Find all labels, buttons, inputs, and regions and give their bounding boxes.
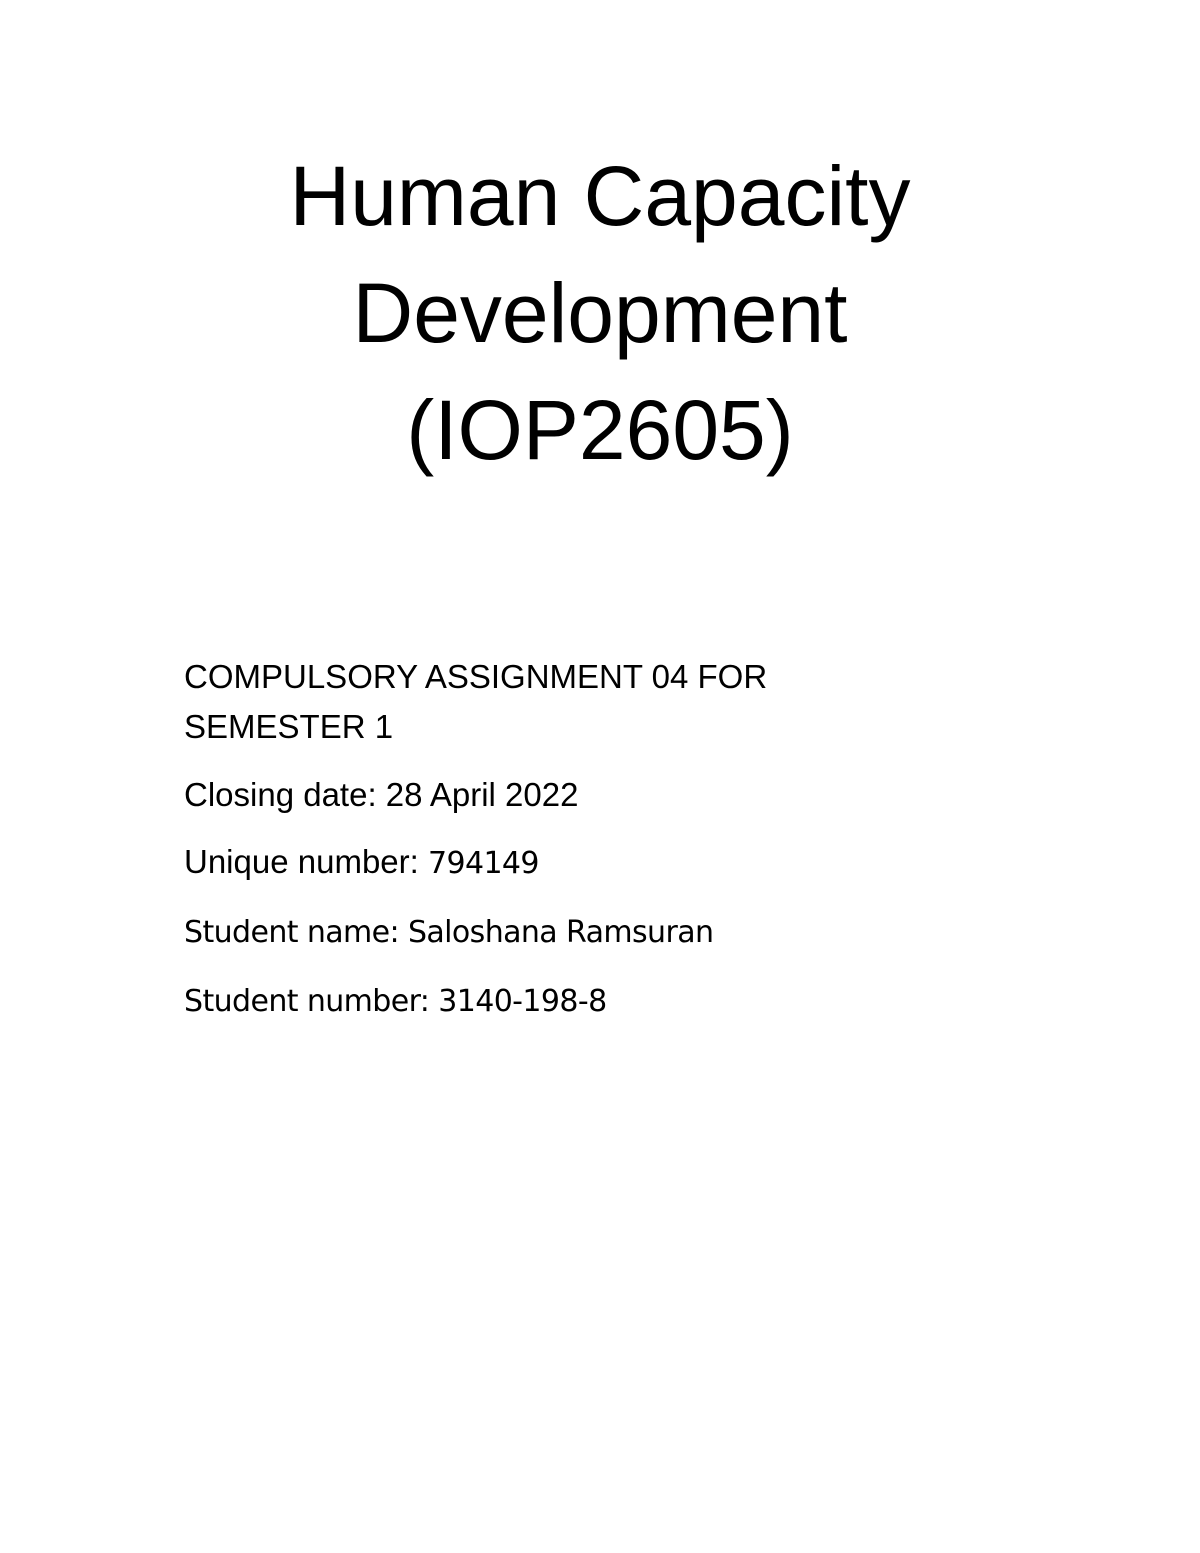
title-line-2: Development bbox=[352, 266, 848, 360]
assignment-heading-line-1: COMPULSORY ASSIGNMENT 04 FOR bbox=[184, 658, 768, 695]
unique-number bbox=[184, 843, 539, 881]
unique-number-value: 794149 bbox=[427, 846, 539, 881]
title-line-1: Human Capacity bbox=[289, 149, 911, 243]
document-title bbox=[0, 138, 1200, 489]
course-code: (IOP2605) bbox=[406, 383, 794, 477]
unique-number-label: Unique number: bbox=[184, 843, 428, 880]
student-name: Student name: Saloshana Ramsuran bbox=[184, 915, 714, 950]
student-number: Student number: 3140-198-8 bbox=[184, 984, 607, 1019]
closing-date: Closing date: 28 April 2022 bbox=[184, 776, 579, 813]
assignment-heading-line-2: SEMESTER 1 bbox=[184, 708, 394, 745]
